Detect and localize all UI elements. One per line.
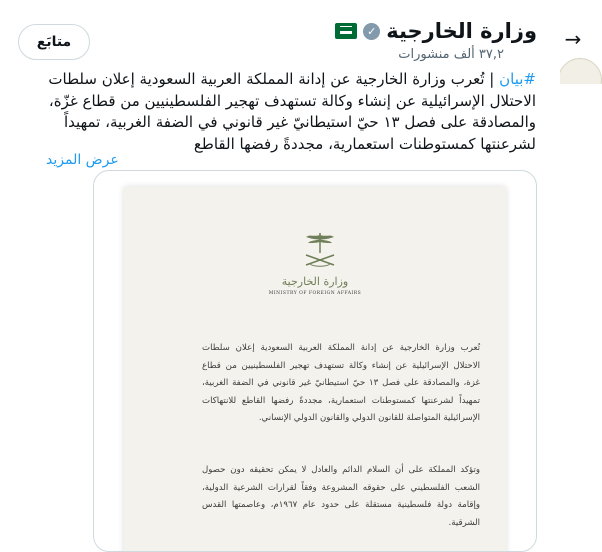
- arrow-left-icon[interactable]: →: [564, 27, 582, 51]
- avatar[interactable]: [560, 58, 602, 84]
- avatar-image: [560, 58, 602, 84]
- tweet-media-card[interactable]: [93, 170, 537, 552]
- saudi-flag-icon: [335, 23, 357, 39]
- profile-header: [0, 0, 602, 68]
- verified-badge-icon[interactable]: ✓: [363, 23, 380, 40]
- hashtag-link[interactable]: #بيان: [499, 70, 536, 88]
- document-paragraph-2: وتؤكد المملكة على أن السلام الدائم والعادل لا يمكن تحقيقه دون حصول الشعب الفلسطيني على حقوقه المشروعة وفقاً لقرارات الشرعية الدولية، وإقامة دولة فلسطينية مستقلة على حدود عام ١٩٦٧م، وعاصمتها القدس الشرقية.: [202, 465, 480, 528]
- account-name-row: [335, 18, 537, 44]
- follow-button[interactable]: متابَع: [18, 24, 90, 60]
- account-name[interactable]: وزارة الخارجية: [386, 19, 537, 43]
- document-paragraph-1: تُعرب وزارة الخارجية عن إدانة المملكة العربية السعودية إعلان سلطات الاحتلال الإسرائيلية عن إنشاء وكالة تستهدف تهجير الفلسطينيين من قطاع غزة، والمصادقة على فصل ١٣ حيّ استيطانيّ غير قانوني في الضفة الغربية، تمهيداً لشرعنتها كمستوطنات استعمارية، مجددةً رفضها القاطع للانتهاكات الإسرائيلية المتواصلة للقانون الدولي والقانون الدولي الإنساني.: [202, 343, 480, 423]
- show-more-link[interactable]: عرض المزيد: [46, 152, 119, 168]
- ministry-name-arabic: وزارة الخارجية: [281, 275, 349, 288]
- ministry-emblem-icon: [296, 231, 344, 271]
- statement-document-image: [124, 187, 506, 552]
- tweet-body: | تُعرب وزارة الخارجية عن إدانة المملكة العربية السعودية إعلان سلطات الاحتلال الإسرائيلية عن إنشاء وكالة تستهدف تهجير الفلسطينيين من قطاع غزّة، والمصادقة على فصل ١٣ حيّ استيطانيّ غير قانوني في الضفة الغربية، تمهيداً لشرعنتها كمستوطنات استعمارية، مجددةً رفضها القاطع: [48, 70, 536, 153]
- tweet-text: [26, 69, 536, 155]
- ministry-name-english: MINISTRY OF FOREIGN AFFAIRS: [268, 291, 362, 296]
- post-count: ٣٧,٢ ألف منشورات: [398, 47, 504, 62]
